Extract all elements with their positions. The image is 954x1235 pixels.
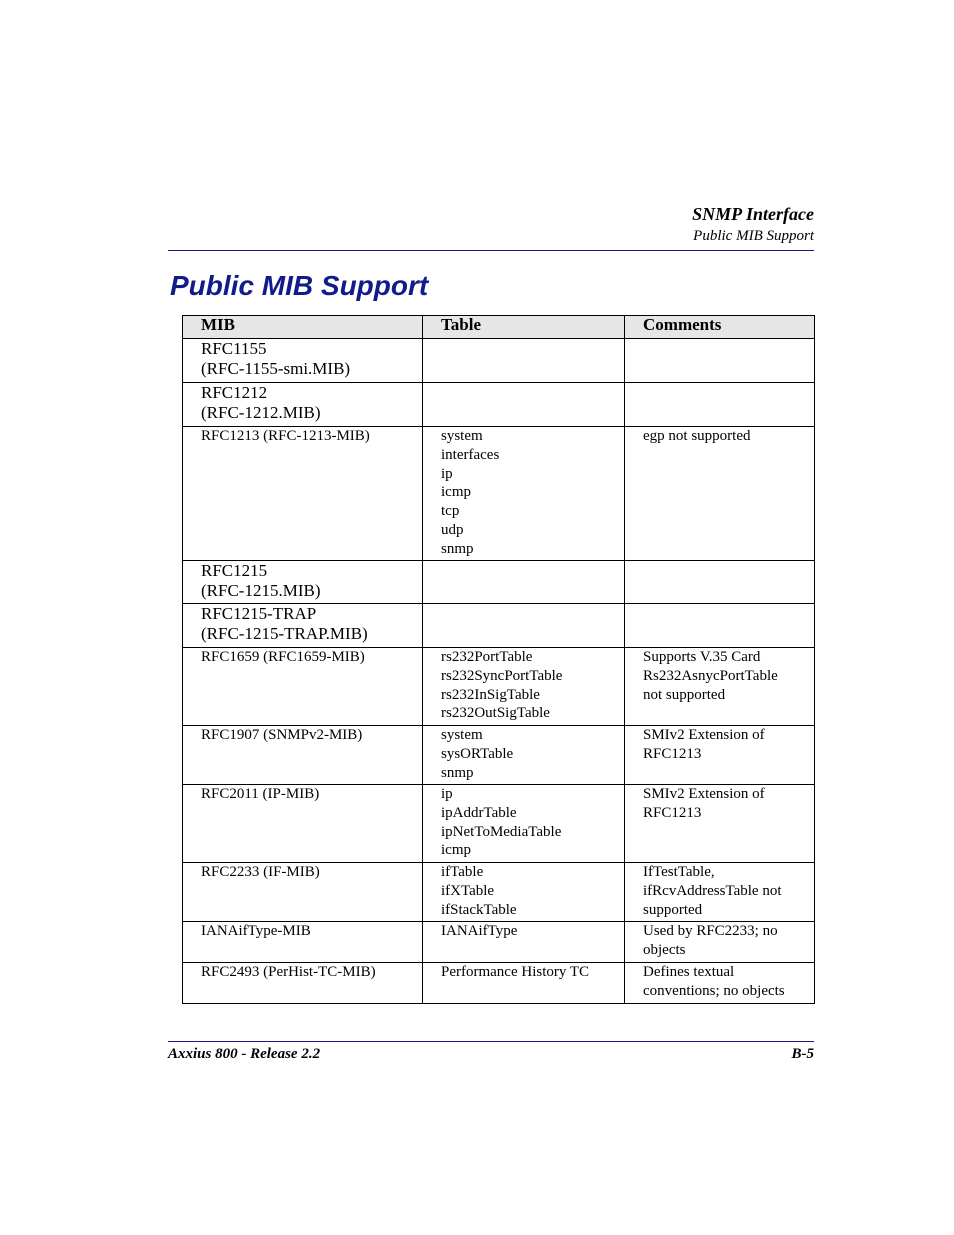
table-cell: ifTable ifXTable ifStackTable xyxy=(423,863,625,922)
table-row xyxy=(183,427,815,561)
comments-cell: Defines textual conventions; no objects xyxy=(625,963,815,1004)
comments-cell: SMIv2 Extension of RFC1213 xyxy=(625,785,815,863)
table-row xyxy=(183,604,815,648)
table-cell: system sysORTable snmp xyxy=(423,726,625,785)
comments-cell xyxy=(625,339,815,383)
table-cell: system interfaces ip icmp tcp udp snmp xyxy=(423,427,625,561)
table-header-row xyxy=(183,316,815,339)
running-header-chapter: SNMP Interface xyxy=(692,204,814,224)
comments-cell: SMIv2 Extension of RFC1213 xyxy=(625,726,815,785)
mib-cell: RFC1215-TRAP (RFC-1215-TRAP.MIB) xyxy=(183,604,423,648)
footer-rule xyxy=(168,1041,814,1042)
table-cell xyxy=(423,561,625,604)
mib-cell: RFC1155 (RFC-1155-smi.MIB) xyxy=(183,339,423,383)
comments-cell: egp not supported xyxy=(625,427,815,561)
table-row xyxy=(183,383,815,427)
comments-cell xyxy=(625,561,815,604)
table-cell xyxy=(423,339,625,383)
footer-product: Axxius 800 - Release 2.2 xyxy=(168,1046,321,1062)
comments-cell: Used by RFC2233; no objects xyxy=(625,922,815,963)
mib-cell: RFC2011 (IP-MIB) xyxy=(183,785,423,863)
mib-cell: RFC2233 (IF-MIB) xyxy=(183,863,423,922)
table-row xyxy=(183,922,815,963)
mib-cell: RFC1659 (RFC1659-MIB) xyxy=(183,648,423,726)
column-header-table: Table xyxy=(423,316,625,339)
table-row xyxy=(183,863,815,922)
mib-cell: IANAifType-MIB xyxy=(183,922,423,963)
mib-cell: RFC2493 (PerHist-TC-MIB) xyxy=(183,963,423,1004)
table-row xyxy=(183,648,815,726)
comments-cell xyxy=(625,383,815,427)
table-row xyxy=(183,339,815,383)
table-cell xyxy=(423,383,625,427)
table-row xyxy=(183,561,815,604)
mib-cell: RFC1213 (RFC-1213-MIB) xyxy=(183,427,423,561)
column-header-comments: Comments xyxy=(625,316,815,339)
table-cell xyxy=(423,604,625,648)
mib-cell: RFC1212 (RFC-1212.MIB) xyxy=(183,383,423,427)
comments-cell: Supports V.35 Card Rs232AsnycPortTable not supported xyxy=(625,648,815,726)
mib-cell: RFC1215 (RFC-1215.MIB) xyxy=(183,561,423,604)
page-title: Public MIB Support xyxy=(170,270,429,301)
header-rule xyxy=(168,250,814,251)
mib-cell: RFC1907 (SNMPv2-MIB) xyxy=(183,726,423,785)
running-header-section: Public MIB Support xyxy=(693,228,814,244)
table-row xyxy=(183,726,815,785)
comments-cell xyxy=(625,604,815,648)
comments-cell: IfTestTable, ifRcvAddressTable not supported xyxy=(625,863,815,922)
table-row xyxy=(183,785,815,863)
table-cell: ip ipAddrTable ipNetToMediaTable icmp xyxy=(423,785,625,863)
page-number: B-5 xyxy=(791,1046,814,1062)
table-row xyxy=(183,963,815,1004)
column-header-mib: MIB xyxy=(183,316,423,339)
table-cell: rs232PortTable rs232SyncPortTable rs232InSigTable rs232OutSigTable xyxy=(423,648,625,726)
table-cell: IANAifType xyxy=(423,922,625,963)
table-cell: Performance History TC xyxy=(423,963,625,1004)
mib-support-table xyxy=(182,315,815,1004)
